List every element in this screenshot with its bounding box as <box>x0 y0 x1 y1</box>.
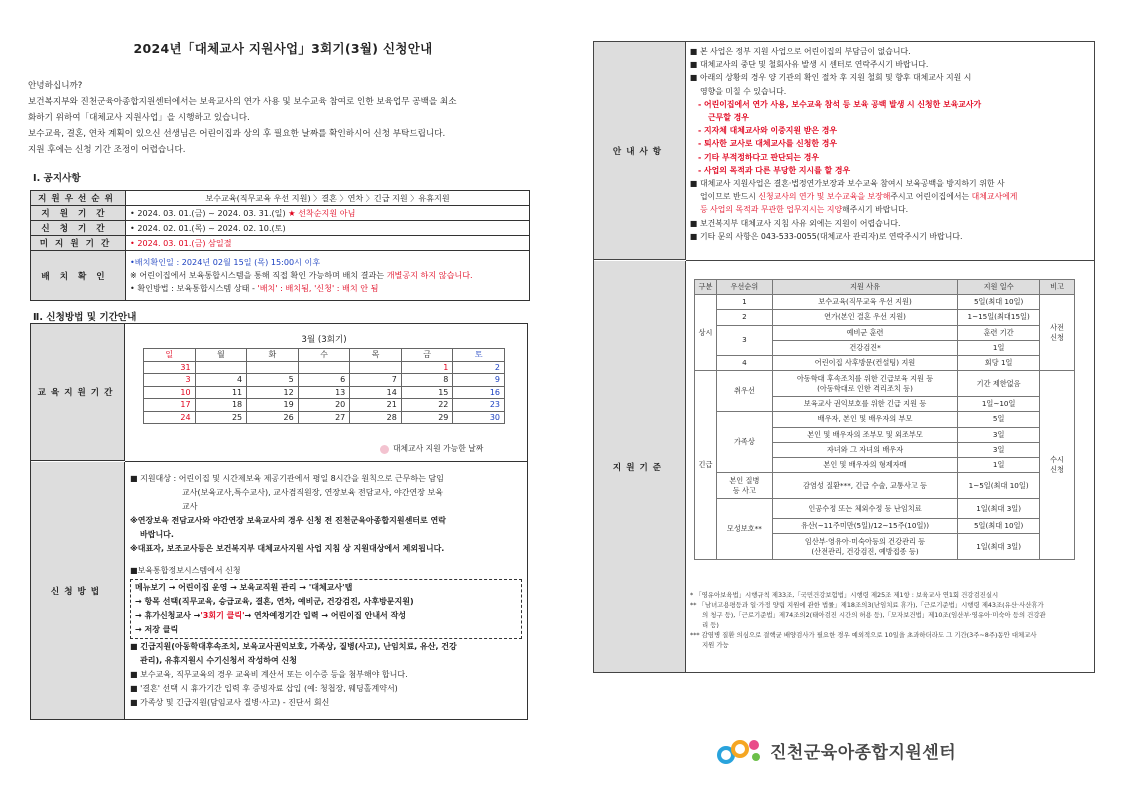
calendar-date <box>298 361 350 374</box>
std-header: 우선순위 <box>716 280 772 295</box>
std-days: 5일(최대 10일) <box>958 519 1040 534</box>
calendar-date: 23 <box>453 399 505 412</box>
calendar-date <box>350 361 402 374</box>
calendar-day-header: 토 <box>453 349 505 362</box>
std-reason: 임산부·영유아·미숙아등의 건강관리 등 (산전관리, 건강검진, 예방접종 등) <box>772 534 957 560</box>
guide-span-red: 등 사업의 목적과 무관한 업무지시는 지양 <box>700 205 843 215</box>
guide-line <box>690 190 1090 203</box>
calendar-date: 20 <box>298 399 350 412</box>
method-line: ■ 보수교육, 직무교육의 경우 교육비 계산서 또는 이수증 등을 첨부해야 합니다. <box>130 670 408 679</box>
highlight-dot-icon <box>380 445 389 454</box>
calendar-date: 10 <box>144 386 196 399</box>
guide-line: ■ 보건복지부 대체교사 지침 사유 외에는 지원이 어렵습니다. <box>690 218 901 228</box>
center-logo <box>716 735 956 765</box>
std-priority: 1 <box>716 295 772 310</box>
calendar-date: 1 <box>401 361 453 374</box>
calendar-date: 27 <box>298 411 350 424</box>
apply-period-label: 신청기간 <box>31 221 126 236</box>
std-priority: 취우선 <box>716 371 772 412</box>
calendar-date: 18 <box>195 399 247 412</box>
std-priority: 3 <box>716 325 772 355</box>
std-days: 3일 <box>958 442 1040 457</box>
std-days: 1~5일(최대 10일) <box>958 473 1040 499</box>
legend-text: 대체교사 지원 가능한 날짜 <box>393 444 484 453</box>
std-reason: 인공수정 또는 체외수정 등 난임치료 <box>772 499 957 519</box>
flow-step-b: → 연차예정기간 입력 → 어린이집 안내서 작성 <box>244 611 407 620</box>
section-heading-notice: Ⅰ. 공지사항 <box>33 173 81 184</box>
calendar <box>143 348 505 424</box>
method-line: ※대표자, 보조교사등은 보건복지부 대체교사지원 사업 지침 상 지원대상에서 제외됩니다. <box>130 544 445 553</box>
placement-date: •배치확인일 : 2024년 02월 15일 (목) 15:00시 이후 <box>130 257 321 267</box>
std-reason: 건강검진* <box>772 340 957 355</box>
calendar-date: 16 <box>453 386 505 399</box>
std-reason: 본인 및 배우자의 형제자매 <box>772 457 957 472</box>
calendar-day-header: 목 <box>350 349 402 362</box>
calendar-date <box>195 361 247 374</box>
first-come-note: ★ 선착순지원 아님 <box>288 207 356 218</box>
guide-red-line: - 퇴사한 교사로 대체교사를 신청한 경우 <box>698 139 837 149</box>
intro-text <box>28 78 548 158</box>
priority-label: 지원우선순위 <box>31 191 126 206</box>
calendar-date: 12 <box>247 386 299 399</box>
std-reason: 자녀와 그 자녀의 배우자 <box>772 442 957 457</box>
std-days: 훈련 기간 <box>958 325 1040 340</box>
std-reason: 보수교육(직무교육 우선 지원) <box>772 295 957 310</box>
logo-text: 진천군육아종합지원센터 <box>770 742 957 763</box>
guide-line: ■ 본 사업은 정부 지원 사업으로 어린이집의 부담금이 없습니다. <box>690 47 911 56</box>
std-days: 1~15일(최대15일) <box>958 310 1040 325</box>
std-reason: 보육교사 권익보호를 위한 긴급 지원 등 <box>772 397 957 412</box>
calendar-date: 2 <box>453 361 505 374</box>
footnote: 지원 가능 <box>702 641 729 649</box>
placement-note-text: ※ 어린이집에서 보육통합시스템을 통해 직접 확인 가능하며 배치 결과는 <box>130 270 385 280</box>
footnotes <box>690 590 1110 650</box>
std-days: 5일(최대 10일) <box>958 295 1040 310</box>
std-header: 지원 일수 <box>958 280 1040 295</box>
priority-value: 보수교육(직무교육 우선 지원) 〉결혼 〉연차 〉긴급 지원 〉유휴지원 <box>126 191 530 206</box>
guide-text <box>690 45 1090 243</box>
calendar-date: 9 <box>453 374 505 387</box>
std-days: 1일(최대 3일) <box>958 534 1040 560</box>
std-reason: 연가(본인 결혼 우선 지원) <box>772 310 957 325</box>
footnote: 의 청구 등),「근로기준법」제74조의2(태아검진 시간의 허용 등),「모자보건법」제10조(임산부·영유아·미숙아 등의 건강관 <box>702 611 1046 619</box>
guide-line: ■ 대체교사의 중단 및 철회사유 발생 시 센터로 연락주시기 바랍니다. <box>690 60 929 70</box>
std-header: 지원 사유 <box>772 280 957 295</box>
method-text <box>130 472 522 710</box>
calendar-date: 6 <box>298 374 350 387</box>
calendar-date: 24 <box>144 411 196 424</box>
guide-label: 안내사항 <box>594 42 686 260</box>
method-line: 교사 <box>182 502 198 511</box>
footnote: ** 「남녀고용평등과 일·가정 양립 지원에 관한 법률」제18조의3(난임치료 휴가),「근로기준법」시행령 제43조(유산·사산휴가 <box>690 601 1044 609</box>
method-line: ※연장보육 전담교사와 야간연장 보육교사의 경우 신청 전 진천군육아종합지원센터로 연락 <box>130 516 446 525</box>
std-days: 1일 <box>958 457 1040 472</box>
guide-line <box>690 203 1090 216</box>
std-reason: 배우자, 본인 및 배우자의 부모 <box>772 412 957 427</box>
placement-note <box>130 269 525 282</box>
calendar-date: 13 <box>298 386 350 399</box>
std-note: 수시 신청 <box>1040 371 1075 560</box>
method-line: ■ '결혼' 선택 시 휴가기간 입력 후 증빙자료 삽입 (예: 청첩장, 웨딩홀계약서) <box>130 684 398 693</box>
flow-step-red: '3회기 클릭' <box>200 611 245 620</box>
support-period-dates: • 2024. 03. 01.(금) ~ 2024. 03. 31.(일) <box>130 207 286 218</box>
calendar-date: 3 <box>144 374 196 387</box>
intro-line: 보수교육, 결혼, 연차 계획이 있으신 선생님은 어린이집과 상의 후 필요한 날짜를 확인하시어 신청 부탁드립니다. <box>28 129 446 139</box>
flow-step: → 항목 선택(직무교육, 승급교육, 결혼, 연차, 예비군, 건강검진, 사후방문지원) <box>135 597 414 606</box>
guide-span-red: 신청교사의 연가 및 보수교육을 보장해 <box>758 192 891 202</box>
std-note: 사전 신청 <box>1040 295 1075 371</box>
std-reason: 감염성 질환***, 긴급 수술, 교통사고 등 <box>772 473 957 499</box>
std-days: 3일 <box>958 427 1040 442</box>
method-line: 관리), 유휴지원시 수기신청서 작성하여 신청 <box>140 656 297 665</box>
section-heading-method: Ⅱ. 신청방법 및 기간안내 <box>33 312 137 323</box>
calendar-date: 17 <box>144 399 196 412</box>
std-reason: 예비군 훈련 <box>772 325 957 340</box>
placement-label: 배치확인 <box>31 251 126 301</box>
calendar-date: 21 <box>350 399 402 412</box>
guide-span: 해주시기 바랍니다. <box>842 205 909 215</box>
calendar-date: 25 <box>195 411 247 424</box>
placement-method-text: • 확인방법 : 보육통합시스템 상태 - <box>130 283 258 293</box>
method-line: ■ 지원대상 : 어린이집 및 시간제보육 제공기관에서 평일 8시간을 원칙으로 근무하는 담임 <box>130 474 444 483</box>
calendar-date: 28 <box>350 411 402 424</box>
guide-span: 업이므로 반드시 <box>700 192 756 202</box>
flow-box <box>130 579 522 639</box>
flow-step <box>135 609 517 623</box>
std-days: 1일 <box>958 340 1040 355</box>
calendar-day-header: 금 <box>401 349 453 362</box>
calendar-date: 22 <box>401 399 453 412</box>
std-cat: 긴급 <box>695 371 717 560</box>
calendar-date <box>247 361 299 374</box>
calendar-date: 8 <box>401 374 453 387</box>
placement-method-red: '배치' : 배치됨, '신청' : 배치 안 됨 <box>257 283 379 293</box>
method-line: ■ 가족상 및 긴급지원(담임교사 질병·사고) - 진단서 회신 <box>130 698 330 707</box>
method-line: ■보육통합정보시스템에서 신청 <box>130 566 241 575</box>
calendar-title: 3월 (3회기) <box>301 335 347 345</box>
calendar-day-header: 일 <box>144 349 196 362</box>
guide-red-line: - 지자체 대체교사와 이중지원 받은 경우 <box>698 126 837 136</box>
std-days: 5일 <box>958 412 1040 427</box>
edu-period-label: 교육지원기간 <box>31 324 125 461</box>
flow-step: 메뉴보기 → 어린이집 운영 → 보육교직원 관리 → '대체교사'탭 <box>135 583 353 592</box>
intro-line: 보건복지부와 진천군육아종합지원센터에서는 보육교사의 연가 사용 및 보수교육 참여로 인한 보육업무 공백을 최소 <box>28 97 457 107</box>
calendar-date: 26 <box>247 411 299 424</box>
std-reason: 유산(~11주미만(5일)/12~15주(10일)) <box>772 519 957 534</box>
std-days: 회당 1일 <box>958 355 1040 370</box>
logo-mark-icon <box>716 735 764 765</box>
std-days: 1일~10일 <box>958 397 1040 412</box>
calendar-legend <box>380 443 483 454</box>
calendar-date: 19 <box>247 399 299 412</box>
std-days: 기간 제한없음 <box>958 371 1040 397</box>
std-header: 구분 <box>695 280 717 295</box>
guide-line: ■ 아래의 상황의 경우 양 기관의 확인 절차 후 지원 철회 및 향후 대체교사 지원 시 <box>690 73 972 83</box>
intro-line: 화하기 위하여「대체교사 지원사업」을 시행하고 있습니다. <box>28 113 250 123</box>
intro-line: 지원 후에는 신청 기간 조정이 어렵습니다. <box>28 145 186 155</box>
guide-red-line: - 기타 부적정하다고 판단되는 경우 <box>698 152 819 162</box>
guide-span-red: 대체교사에게 <box>971 192 1018 202</box>
support-period-value <box>126 206 530 221</box>
placement-note-red: 개별공지 하지 않습니다. <box>386 270 473 280</box>
calendar-date: 31 <box>144 361 196 374</box>
std-priority: 본인 질병 등 사고 <box>716 473 772 499</box>
calendar-day-header: 월 <box>195 349 247 362</box>
calendar-day-header: 화 <box>247 349 299 362</box>
placement-value <box>126 251 530 301</box>
guide-line: ■ 기타 문의 사항은 043-533-0055(대체교사 관리자)로 연락주시기 바랍니다. <box>690 231 963 241</box>
std-reason: 본인 및 배우자의 조부모 및 외조부모 <box>772 427 957 442</box>
standard-table <box>694 279 1075 560</box>
method-line: 바랍니다. <box>140 530 174 539</box>
guide-line: ■ 대체교사 지원사업은 결혼·법정연가보장과 보수교육 참여시 보육공백을 방지하기 위한 사 <box>690 179 1005 189</box>
guide-red-line: 근무할 경우 <box>708 113 749 123</box>
calendar-date: 11 <box>195 386 247 399</box>
method-line: ■ 긴급지원(아동학대후속조치, 보육교사권익보호, 가족상, 질병(사고), 난임치료, 유산, 건강 <box>130 642 457 651</box>
std-days: 1일(최대 3일) <box>958 499 1040 519</box>
flow-step-a: → 휴가신청교사 → <box>135 611 201 620</box>
footnote: *** 감염병 질환 의심으로 결핵균 배양검사가 필요한 경우 예외적으로 10일을 초과하더라도 그 기간(3주~8주)동안 대체교사 <box>690 631 1037 639</box>
calendar-date: 4 <box>195 374 247 387</box>
guide-red-line: - 어린이집에서 연가 사용, 보수교육 참석 등 보육 공백 발생 시 신청한 보육교사가 <box>698 99 982 109</box>
calendar-date: 7 <box>350 374 402 387</box>
std-reason: 아동학대 후속조치를 위한 긴급보육 지원 등 (아동학대로 인한 격리조치 등) <box>772 371 957 397</box>
standard-label: 지원기준 <box>594 261 686 672</box>
intro-line: 안녕하십니까? <box>28 81 83 91</box>
calendar-date: 30 <box>453 411 505 424</box>
std-header: 비고 <box>1040 280 1075 295</box>
no-support-label: 미지원기간 <box>31 236 126 251</box>
std-priority: 모성보호** <box>716 499 772 560</box>
std-priority: 2 <box>716 310 772 325</box>
placement-method <box>130 282 525 295</box>
std-priority: 4 <box>716 355 772 370</box>
calendar-day-header: 수 <box>298 349 350 362</box>
footnote: * 「영유아보육법」시행규칙 제33조,「국민건강보험법」시행령 제25조 제1항 : 보육교사 연1회 건강검진실시 <box>690 591 999 599</box>
apply-method-label: 신청방법 <box>31 462 125 719</box>
no-support-value: • 2024. 03. 01.(금) 삼일절 <box>126 236 530 251</box>
guide-span: 주시고 어린이집에서는 <box>890 192 970 202</box>
std-priority: 가족상 <box>716 412 772 473</box>
calendar-date: 14 <box>350 386 402 399</box>
calendar-date: 29 <box>401 411 453 424</box>
method-line: 교사(보육교사,특수교사), 교사겸직원장, 연장보육 전담교사, 야간연장 보육 <box>182 488 443 497</box>
support-period-label: 지원기간 <box>31 206 126 221</box>
std-reason: 어린이집 사후방문(컨설팅) 지원 <box>772 355 957 370</box>
guide-line: 영향을 미칠 수 있습니다. <box>700 86 787 96</box>
std-cat: 상시 <box>695 295 717 371</box>
guide-red-line: - 사업의 목적과 다른 부당한 지시를 할 경우 <box>698 165 851 175</box>
page-title: 2024년「대체교사 지원사업」3회기(3월) 신청안내 <box>133 41 433 56</box>
flow-step: → 저장 클릭 <box>135 625 179 634</box>
footnote: 리 등) <box>702 621 719 629</box>
calendar-date: 15 <box>401 386 453 399</box>
notice-table <box>30 190 530 301</box>
calendar-date: 5 <box>247 374 299 387</box>
apply-period-value: • 2024. 02. 01.(목) ~ 2024. 02. 10.(토) <box>126 221 530 236</box>
